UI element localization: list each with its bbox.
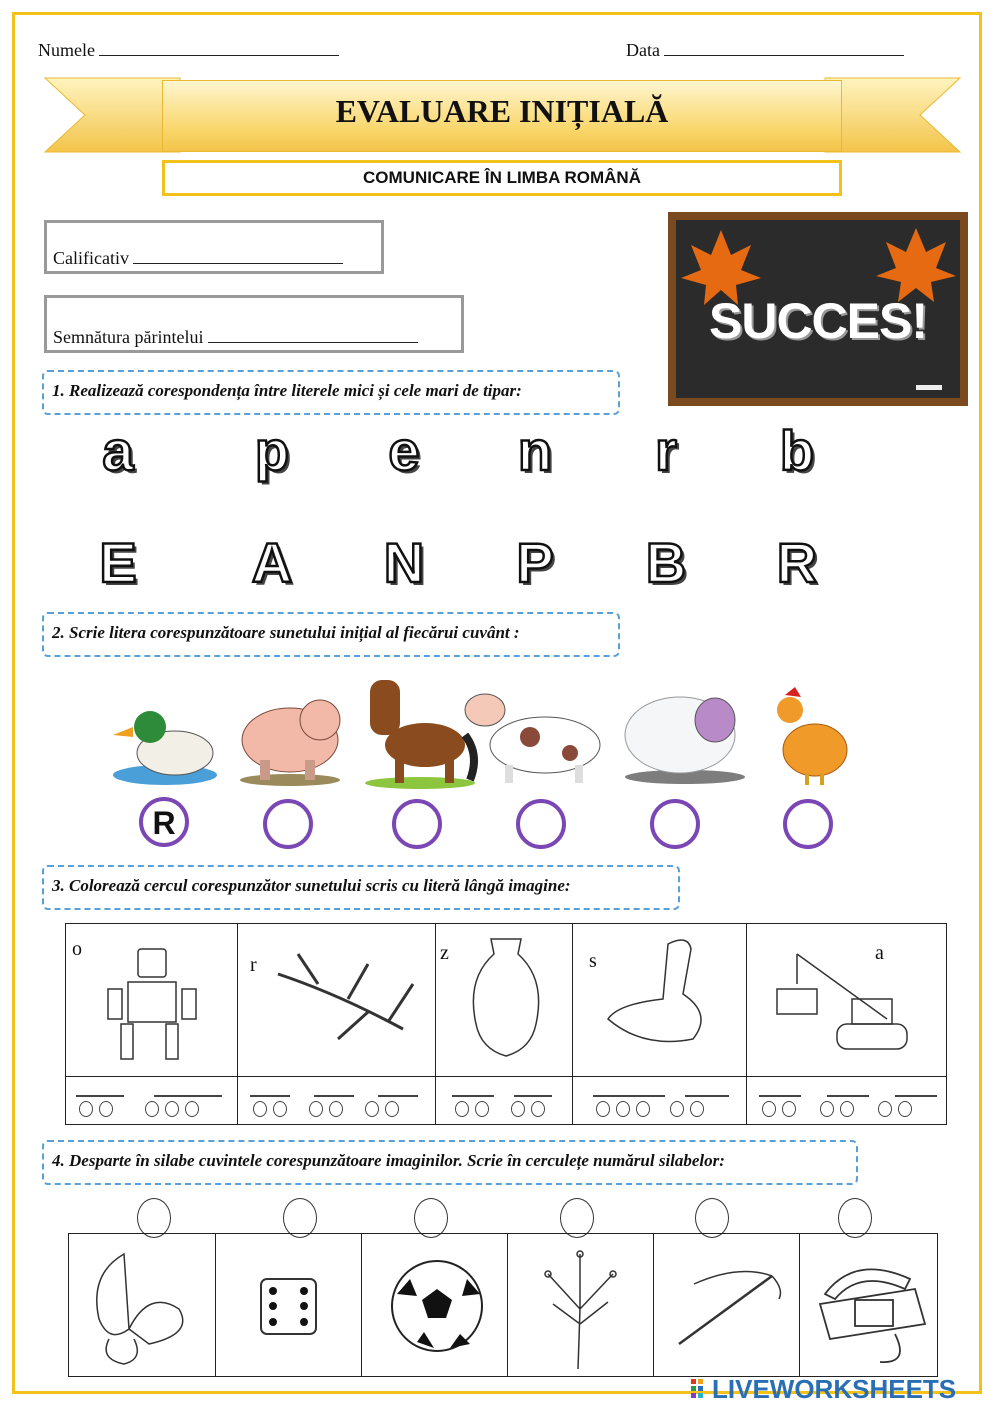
tree-picture bbox=[508, 1234, 653, 1374]
horse-picture bbox=[365, 680, 475, 789]
signature-input[interactable] bbox=[208, 341, 418, 343]
lowercase-letter[interactable]: a bbox=[102, 419, 134, 482]
answer-circle[interactable] bbox=[392, 799, 442, 849]
task3-instruction: 3. Colorează cercul corespunzător sunetului scris cu literă lângă imagine: bbox=[42, 865, 680, 910]
syllable-count-oval[interactable] bbox=[695, 1198, 729, 1238]
brand-text: LIVEWORKSHEETS bbox=[712, 1373, 957, 1404]
task3-letter: r bbox=[250, 954, 257, 976]
grade-box bbox=[44, 220, 384, 274]
task3-cell-robot bbox=[66, 924, 238, 1077]
task4-instruction: 4. Desparte în silabe cuvintele corespunzătoare imaginilor. Scrie în cerculețe numărul silabelor: bbox=[42, 1140, 858, 1185]
sheep-picture bbox=[625, 697, 745, 784]
task3-letter: s bbox=[589, 950, 597, 972]
uppercase-letter[interactable]: R bbox=[776, 531, 818, 594]
task3-cell-vase bbox=[436, 924, 573, 1077]
chalkboard bbox=[668, 212, 968, 406]
page-subtitle: COMUNICARE ÎN LIMBA ROMÂNĂ bbox=[162, 160, 842, 196]
chalkboard-text: SUCCES! bbox=[708, 293, 928, 349]
liveworksheets-logo-icon bbox=[690, 1377, 710, 1401]
name-row bbox=[38, 40, 339, 61]
date-label: Data bbox=[626, 40, 660, 60]
answer-circle[interactable] bbox=[783, 799, 833, 849]
uppercase-letter[interactable]: P bbox=[516, 531, 554, 594]
tree-cell bbox=[508, 1234, 654, 1376]
vase-picture bbox=[436, 924, 572, 1071]
answer-circle[interactable] bbox=[516, 799, 566, 849]
crane-picture bbox=[747, 924, 946, 1071]
goose-picture bbox=[573, 924, 746, 1071]
task2-instruction: 2. Scrie litera corespunzătoare sunetului inițial al fiecărui cuvânt : bbox=[42, 612, 620, 657]
task3-sounds bbox=[66, 1077, 238, 1125]
ball-picture bbox=[362, 1234, 507, 1374]
uppercase-letter[interactable]: A bbox=[251, 531, 293, 594]
signature-box bbox=[44, 295, 464, 353]
task3-sounds bbox=[747, 1077, 947, 1125]
syllable-count-oval[interactable] bbox=[414, 1198, 448, 1238]
lowercase-letter[interactable]: r bbox=[655, 419, 677, 482]
syllable-count-oval[interactable] bbox=[560, 1198, 594, 1238]
name-input[interactable] bbox=[99, 54, 339, 56]
uppercase-letter[interactable]: B bbox=[645, 531, 687, 594]
answer-circle[interactable] bbox=[263, 799, 313, 849]
syllable-count-oval[interactable] bbox=[838, 1198, 872, 1238]
lowercase-letter[interactable]: e bbox=[388, 419, 420, 482]
answer-circle[interactable]: R bbox=[139, 797, 189, 847]
task1-instruction: 1. Realizează corespondența între literele mici și cele mari de tipar: bbox=[42, 370, 620, 415]
needle-picture bbox=[654, 1234, 799, 1374]
task3-cell-branch bbox=[238, 924, 436, 1077]
uppercase-letter[interactable]: N bbox=[383, 531, 425, 594]
lowercase-letter[interactable]: p bbox=[254, 419, 290, 482]
task3-letter: a bbox=[875, 942, 884, 964]
robot-picture bbox=[66, 924, 237, 1071]
cow-picture bbox=[465, 694, 600, 783]
butterfly-cell bbox=[69, 1234, 216, 1376]
grade-label: Calificativ bbox=[53, 248, 129, 268]
uppercase-letter[interactable]: E bbox=[99, 531, 137, 594]
lowercase-letter[interactable]: b bbox=[779, 419, 815, 482]
name-label: Numele bbox=[38, 40, 95, 60]
needle-cell bbox=[654, 1234, 800, 1376]
branch-picture bbox=[238, 924, 435, 1071]
task3-table bbox=[65, 923, 947, 1125]
rooster-picture bbox=[777, 687, 847, 785]
lowercase-letter[interactable]: n bbox=[517, 419, 553, 482]
task4-picture-row bbox=[68, 1233, 938, 1377]
pig-picture bbox=[240, 700, 340, 786]
task3-sounds bbox=[573, 1077, 747, 1125]
syllable-count-oval[interactable] bbox=[283, 1198, 317, 1238]
date-row bbox=[626, 40, 904, 61]
telephone-cell bbox=[800, 1234, 940, 1376]
telephone-picture bbox=[800, 1234, 940, 1374]
date-input[interactable] bbox=[664, 54, 904, 56]
duck-picture bbox=[113, 711, 217, 785]
die-picture bbox=[216, 1234, 361, 1374]
task3-sounds bbox=[238, 1077, 436, 1125]
syllable-count-oval[interactable] bbox=[137, 1198, 171, 1238]
signature-label: Semnătura părintelui bbox=[53, 327, 204, 347]
ball-cell bbox=[362, 1234, 508, 1376]
task3-cell-crane bbox=[747, 924, 947, 1077]
butterfly-picture bbox=[69, 1234, 215, 1374]
task3-letter: o bbox=[72, 938, 82, 960]
answer-circle[interactable] bbox=[650, 799, 700, 849]
grade-input[interactable] bbox=[133, 262, 343, 264]
task3-cell-goose bbox=[573, 924, 747, 1077]
die-cell bbox=[216, 1234, 362, 1376]
task3-letter: z bbox=[440, 942, 449, 964]
task3-sounds bbox=[436, 1077, 573, 1125]
page-title: EVALUARE INIȚIALĂ bbox=[162, 80, 842, 152]
farm-animals bbox=[105, 665, 865, 790]
footer-brand bbox=[690, 1374, 956, 1404]
